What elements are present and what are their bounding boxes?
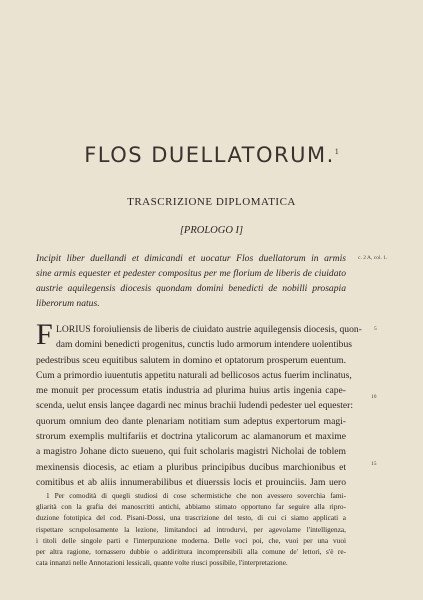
text-line: LORIUS foroiuliensis de liberis de ciuidato austrie aquilegensis diocesis, quon- <box>56 324 362 335</box>
text-line: strorum exemplis multifariis et doctrina ytalicorum ac alamanorum et maxime <box>36 431 346 443</box>
line-number: 15 <box>371 461 377 467</box>
footnote <box>36 490 346 568</box>
incipit-paragraph <box>36 251 346 311</box>
text-line: dam domini benedicti progenitus, cunctis ludo armorum intendere uolentibus <box>56 339 353 351</box>
text-line: mexinensis diocesis, ac etiam a pluribus principibus ducibus marchionibus et <box>36 461 346 473</box>
incipit-line: austrie aquilegensis diocesis quondam domini benedicti de nobilli prosapia <box>36 283 346 294</box>
prologue-heading: [PROLOGO I] <box>179 225 244 236</box>
text-line: scenda, uelut ensis lançee dagardi nec minus brachii ludendi pedester uel equester: <box>36 400 354 412</box>
drop-cap: F <box>36 318 53 351</box>
section-subtitle: TRASCRIZIONE DIPLOMATICA <box>127 196 296 208</box>
text-line: me monuit per processum etatis industria ad plurima huius artis ingenia cape- <box>36 385 346 397</box>
footnote-line: rispettare scrupolosamente la lezione, limitandoci ad introdurvi, per agevolarne l'intelligenza, <box>36 524 346 534</box>
incipit-line: liberorum natus. <box>36 298 100 309</box>
line-number: 5 <box>374 326 377 332</box>
main-text <box>36 318 362 490</box>
text-line: Cum a primordio iuuentutis appetitu naturali ad bellicosos actus fuerim inclinatus, <box>36 369 352 381</box>
title-text: FLOS DUELLATORUM. <box>84 143 335 167</box>
title-footnote-mark: 1 <box>334 147 339 156</box>
incipit-line: sine armis equester et pedester compositus per me florium de liberis de ciuidato <box>36 268 346 279</box>
line-number: 10 <box>371 394 377 400</box>
text-line: quorum omnium deo dante plenariam notitiam sum adeptus expertorum magi- <box>36 415 346 427</box>
text-line: pedestribus sceu equitibus salutem in domino et optatorum prosperum euentum. <box>36 354 346 366</box>
footnote-line: gliarità con la grafia dei manoscritti antichi, abbiamo stimato opportuno far seguire alla ripro- <box>36 502 346 512</box>
footnote-line: i titoli delle singole parti e l'interpunzione moderna. Delle voci poi, che, vuoi per una vuoi <box>36 535 346 545</box>
text-line: a magistro Johane dicto sueueno, qui fuit scholaris magistri Nicholai de toblem <box>36 446 346 458</box>
footnote-line: per altra ragione, tornassero dubbie o addirittura incomprensibili alla comune de' lettori, s'è re- <box>36 547 346 557</box>
incipit-line: Incipit liber duellandi et dimicandi et uocatur Flos duellatorum in armis <box>36 253 346 264</box>
footnote-line: 1 Per comodità di quegli studiosi di cose schermistiche che non avessero soverchia fami- <box>46 491 346 500</box>
margin-reference: c. 2 A, col. 1. <box>358 255 388 261</box>
footnote-line: cata innanzi nelle Annotazioni lessicali, quante volte riusci possibile, l'interpretazione. <box>36 558 288 568</box>
footnote-line: duzione fototipica del cod. Pisani-Dossi, una trascrizione del testo, di cui ci siamo applicati a <box>36 513 346 523</box>
text-line: comitibus et ab aliis innumerabilibus et diuerssis locis et prouinciis. Jam uero <box>36 476 346 488</box>
page-title <box>0 143 423 167</box>
